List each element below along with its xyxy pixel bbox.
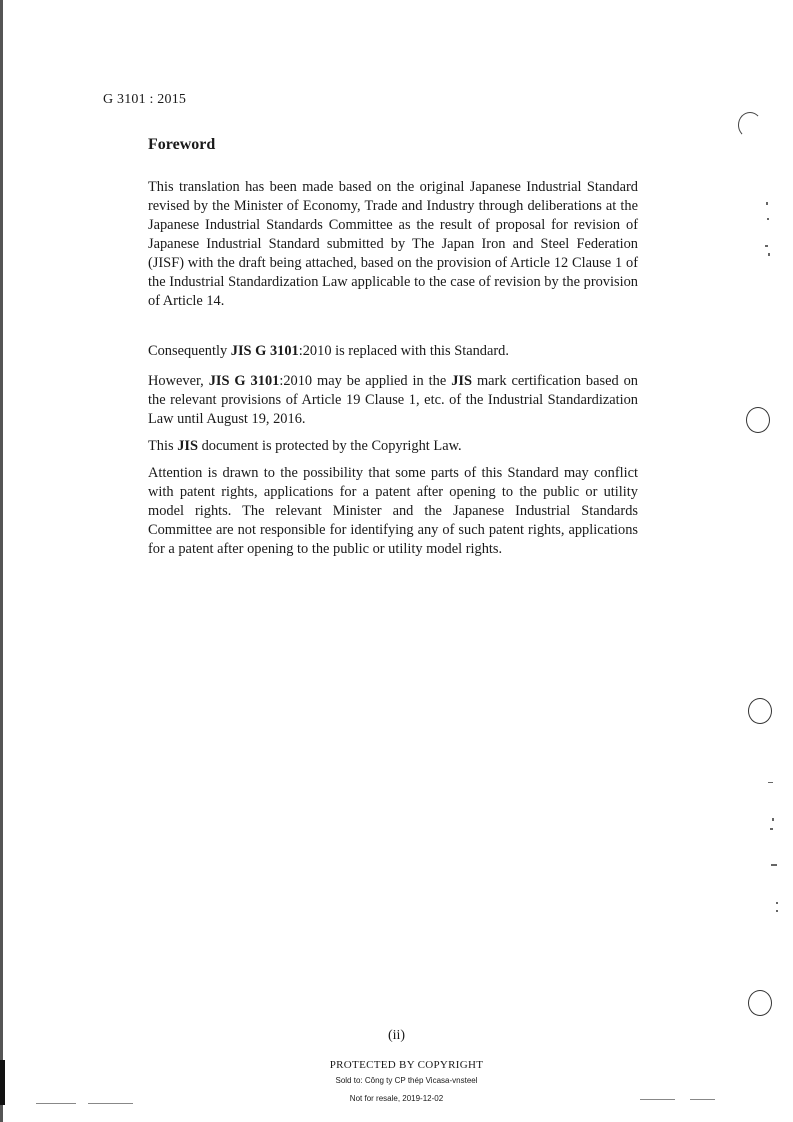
scan-speck bbox=[776, 902, 778, 904]
text-segment: document is protected by the Copyright Law. bbox=[198, 438, 462, 454]
scan-dash bbox=[36, 1103, 76, 1104]
scan-speck bbox=[766, 202, 768, 205]
scan-speck bbox=[770, 828, 773, 830]
scan-speck bbox=[772, 818, 774, 821]
text-segment: This bbox=[148, 438, 178, 454]
jis-mark: JIS bbox=[451, 373, 473, 389]
page-title: Foreword bbox=[148, 136, 216, 153]
scan-speck bbox=[771, 864, 777, 866]
punch-hole-mark bbox=[746, 407, 770, 433]
scan-dash bbox=[640, 1099, 675, 1100]
punch-hole-mark bbox=[738, 112, 762, 138]
scan-speck bbox=[768, 782, 773, 783]
text-segment: However, bbox=[148, 373, 209, 389]
paragraph-patent-notice: Attention is drawn to the possibility that some parts of this Standard may conflict with patent rights, applications for a patent after opening to the public or utility model rights. The relevant Minister and the Japanese Industrial Standards Committee are not responsible for identifying any of such patent rights, applications for a patent after opening to the public or utility model rights. bbox=[148, 465, 638, 557]
sold-to-line: Sold to: Công ty CP thép Vicasa-vnsteel bbox=[335, 1076, 478, 1085]
standard-reference: JIS G 3101 bbox=[230, 343, 299, 359]
scan-dash bbox=[88, 1103, 133, 1104]
text-segment: mark certification based on the relevant provisions of Article 19 Clause 1, etc. of the Industrial Standardization Law until August 19, 2016. bbox=[148, 373, 638, 427]
scan-edge-line bbox=[0, 0, 3, 1122]
resale-notice: Not for resale, 2019-12-02 bbox=[349, 1094, 444, 1103]
text-segment: :2010 may be applied in the bbox=[279, 373, 452, 389]
paragraph-replacement bbox=[148, 342, 638, 361]
standard-reference: JIS G 3101 bbox=[208, 373, 280, 389]
punch-hole-mark bbox=[748, 990, 772, 1016]
jis-mark: JIS bbox=[177, 438, 198, 454]
scan-speck bbox=[776, 910, 778, 912]
scan-speck bbox=[765, 245, 768, 247]
text-segment: :2010 is replaced with this Standard. bbox=[298, 343, 509, 359]
scan-dash bbox=[690, 1099, 715, 1100]
standard-number: G 3101 : 2015 bbox=[103, 92, 187, 107]
paragraph-translation-note: This translation has been made based on the original Japanese Industrial Standard revised by the Minister of Economy, Trade and Industry through deliberations at the Japanese Industrial Standards Committee as the result of proposal for revision of Japanese Industrial Standard submitted by The Japan Iron and Steel Federation (JISF) with the draft being attached, based on the provision of Article 12 Clause 1 of the Industrial Standardization Law applicable to the case of revision by the provision of Article 14. bbox=[148, 179, 638, 309]
punch-hole-mark bbox=[748, 698, 772, 724]
paragraph-transition bbox=[148, 372, 638, 429]
scan-speck bbox=[767, 218, 769, 220]
copyright-stamp: PROTECTED BY COPYRIGHT bbox=[329, 1059, 484, 1071]
paragraph-copyright bbox=[148, 437, 638, 456]
page-number: (ii) bbox=[387, 1028, 406, 1043]
text-segment: Consequently bbox=[148, 343, 231, 359]
scan-speck bbox=[768, 253, 770, 256]
